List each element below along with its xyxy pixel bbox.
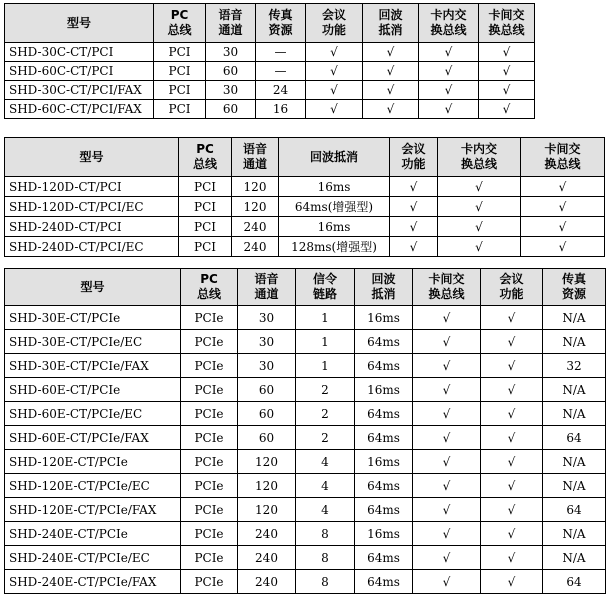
table-row bbox=[5, 306, 606, 330]
table-cell: PCI bbox=[179, 197, 232, 217]
table-cell: PCIe bbox=[181, 378, 238, 402]
header-row bbox=[5, 4, 535, 43]
model-cell: SHD-30C-CT/PCI/FAX bbox=[5, 81, 154, 100]
column-header bbox=[206, 4, 256, 43]
table-row bbox=[5, 197, 605, 217]
column-header bbox=[256, 4, 306, 43]
table-cell: √ bbox=[521, 217, 605, 237]
table-cell: N/A bbox=[543, 546, 606, 570]
model-cell: SHD-30E-CT/PCIe bbox=[5, 306, 181, 330]
table-cell: √ bbox=[306, 43, 363, 62]
table-header bbox=[5, 138, 605, 177]
column-header-line: 卡内交 bbox=[430, 8, 467, 22]
table-cell: PCIe bbox=[181, 306, 238, 330]
column-header bbox=[306, 4, 363, 43]
table-cell: √ bbox=[419, 100, 479, 119]
table-cell: √ bbox=[390, 237, 438, 257]
model-cell: SHD-60E-CT/PCIe/EC bbox=[5, 402, 181, 426]
table-cell: — bbox=[256, 62, 306, 81]
table-cell: 60 bbox=[238, 426, 296, 450]
model-cell: SHD-120D-CT/PCI bbox=[5, 177, 179, 197]
column-header bbox=[232, 138, 279, 177]
table-cell: N/A bbox=[543, 402, 606, 426]
column-header bbox=[181, 269, 238, 306]
table-cell: PCIe bbox=[181, 546, 238, 570]
table-cell: √ bbox=[438, 177, 521, 197]
table-row bbox=[5, 402, 606, 426]
column-header-line: 型号 bbox=[66, 15, 91, 30]
model-cell: SHD-240D-CT/PCI/EC bbox=[5, 237, 179, 257]
column-header-line: 传真 bbox=[268, 8, 293, 22]
table-cell: √ bbox=[413, 522, 481, 546]
table-cell: 240 bbox=[238, 546, 296, 570]
table-cell: — bbox=[256, 43, 306, 62]
column-header-line: 卡间交 bbox=[488, 8, 525, 22]
table-cell: 1 bbox=[296, 306, 355, 330]
column-header bbox=[479, 4, 535, 43]
column-header bbox=[363, 4, 419, 43]
column-header-line: 总线 bbox=[167, 23, 192, 37]
table-cell: PCIe bbox=[181, 570, 238, 594]
table-cell: √ bbox=[363, 43, 419, 62]
table-cell: 64ms bbox=[355, 426, 413, 450]
table-cell: 60 bbox=[206, 100, 256, 119]
table-cell: √ bbox=[306, 100, 363, 119]
model-cell: SHD-240E-CT/PCIe/EC bbox=[5, 546, 181, 570]
table-body bbox=[5, 177, 605, 257]
column-header-line: 功能 bbox=[499, 287, 524, 301]
table-cell: √ bbox=[479, 43, 535, 62]
table-cell: 64ms bbox=[355, 546, 413, 570]
column-header-line: 链路 bbox=[312, 287, 337, 301]
table-cell: 2 bbox=[296, 378, 355, 402]
table-cell: 2 bbox=[296, 426, 355, 450]
model-cell: SHD-120D-CT/PCI/EC bbox=[5, 197, 179, 217]
column-header bbox=[438, 138, 521, 177]
table-cell: √ bbox=[390, 177, 438, 197]
table-row bbox=[5, 498, 606, 522]
column-header-line: 卡间交 bbox=[544, 142, 581, 156]
table-cell: 64 bbox=[543, 498, 606, 522]
table-cell: 64ms(增强型) bbox=[279, 197, 390, 217]
table-cell: 16 bbox=[256, 100, 306, 119]
column-header-line: 会议 bbox=[401, 142, 426, 156]
column-header-line: 功能 bbox=[401, 157, 426, 171]
table-cell: √ bbox=[419, 81, 479, 100]
model-cell: SHD-60C-CT/PCI bbox=[5, 62, 154, 81]
table-row bbox=[5, 546, 606, 570]
table-row bbox=[5, 330, 606, 354]
table-cell: 120 bbox=[232, 177, 279, 197]
model-cell: SHD-240D-CT/PCI bbox=[5, 217, 179, 237]
model-cell: SHD-30C-CT/PCI bbox=[5, 43, 154, 62]
table-row bbox=[5, 570, 606, 594]
column-header-line: 抵消 bbox=[378, 23, 403, 37]
table-cell: √ bbox=[363, 100, 419, 119]
table-row bbox=[5, 100, 535, 119]
table-cell: √ bbox=[481, 426, 543, 450]
column-header-line: 通道 bbox=[254, 287, 279, 301]
table-cell: 60 bbox=[238, 378, 296, 402]
column-header bbox=[543, 269, 606, 306]
model-cell: SHD-240E-CT/PCIe bbox=[5, 522, 181, 546]
table-cell: √ bbox=[413, 450, 481, 474]
table-cell: PCI bbox=[154, 81, 206, 100]
header-row bbox=[5, 138, 605, 177]
table-cell: N/A bbox=[543, 522, 606, 546]
table-cell: 120 bbox=[238, 450, 296, 474]
column-header-line: 通道 bbox=[242, 157, 267, 171]
model-cell: SHD-120E-CT/PCIe/EC bbox=[5, 474, 181, 498]
table-cell: 60 bbox=[238, 402, 296, 426]
table-cell: PCI bbox=[154, 62, 206, 81]
table-cell: √ bbox=[479, 81, 535, 100]
table-cell: √ bbox=[481, 474, 543, 498]
table-cell: √ bbox=[479, 100, 535, 119]
table-cell: √ bbox=[413, 354, 481, 378]
table-cell: √ bbox=[413, 498, 481, 522]
table-cell: √ bbox=[521, 237, 605, 257]
table-cell: 120 bbox=[232, 197, 279, 217]
table-pcie-e-series bbox=[4, 268, 606, 594]
column-header-line: 换总线 bbox=[460, 157, 497, 171]
table-row bbox=[5, 43, 535, 62]
table-cell: 2 bbox=[296, 402, 355, 426]
table-cell: PCI bbox=[179, 217, 232, 237]
model-cell: SHD-30E-CT/PCIe/EC bbox=[5, 330, 181, 354]
column-header-line: 语音 bbox=[218, 8, 243, 22]
table-cell: 4 bbox=[296, 474, 355, 498]
table-cell: N/A bbox=[543, 378, 606, 402]
column-header bbox=[5, 138, 179, 177]
column-header-line: 抵消 bbox=[371, 287, 396, 301]
table-cell: √ bbox=[481, 546, 543, 570]
table-cell: √ bbox=[419, 62, 479, 81]
column-header-line: 传真 bbox=[561, 272, 586, 286]
column-header-line: 会议 bbox=[499, 272, 524, 286]
table-cell: √ bbox=[481, 402, 543, 426]
table-row bbox=[5, 450, 606, 474]
table-cell: √ bbox=[413, 306, 481, 330]
model-cell: SHD-120E-CT/PCIe bbox=[5, 450, 181, 474]
column-header bbox=[481, 269, 543, 306]
table-cell: √ bbox=[481, 354, 543, 378]
column-header bbox=[521, 138, 605, 177]
table-cell: 8 bbox=[296, 546, 355, 570]
column-header bbox=[279, 138, 390, 177]
column-header-line: PC bbox=[200, 272, 218, 286]
table-cell: √ bbox=[390, 217, 438, 237]
table-cell: √ bbox=[438, 217, 521, 237]
table-row bbox=[5, 354, 606, 378]
table-cell: 64ms bbox=[355, 474, 413, 498]
column-header bbox=[179, 138, 232, 177]
column-header-line: 回波抵消 bbox=[309, 149, 358, 164]
table-cell: 30 bbox=[238, 354, 296, 378]
table-row bbox=[5, 81, 535, 100]
table-cell: 16ms bbox=[279, 177, 390, 197]
column-header-line: 型号 bbox=[80, 279, 105, 294]
column-header-line: 信令 bbox=[312, 272, 337, 286]
table-header bbox=[5, 4, 535, 43]
column-header-line: 功能 bbox=[321, 23, 346, 37]
table-cell: √ bbox=[479, 62, 535, 81]
table-cell: 64ms bbox=[355, 402, 413, 426]
table-cell: 30 bbox=[206, 43, 256, 62]
table-cell: √ bbox=[419, 43, 479, 62]
table-cell: 4 bbox=[296, 498, 355, 522]
table-cell: √ bbox=[413, 570, 481, 594]
column-header bbox=[355, 269, 413, 306]
column-header-line: 总线 bbox=[196, 287, 221, 301]
table-row bbox=[5, 62, 535, 81]
column-header bbox=[419, 4, 479, 43]
table-cell: N/A bbox=[543, 474, 606, 498]
table-cell: PCIe bbox=[181, 426, 238, 450]
model-cell: SHD-60E-CT/PCIe/FAX bbox=[5, 426, 181, 450]
column-header-line: 换总线 bbox=[430, 23, 467, 37]
column-header bbox=[5, 269, 181, 306]
table-cell: PCI bbox=[154, 100, 206, 119]
table-row bbox=[5, 474, 606, 498]
table-cell: 16ms bbox=[355, 378, 413, 402]
table-cell: √ bbox=[306, 62, 363, 81]
model-cell: SHD-60E-CT/PCIe bbox=[5, 378, 181, 402]
column-header-line: 资源 bbox=[561, 287, 586, 301]
column-header-line: 卡间交 bbox=[428, 272, 465, 286]
table-cell: N/A bbox=[543, 306, 606, 330]
table-body bbox=[5, 43, 535, 119]
table-pci-c-series bbox=[4, 3, 535, 119]
table-cell: √ bbox=[481, 450, 543, 474]
table-cell: √ bbox=[481, 330, 543, 354]
column-header-line: 回波 bbox=[378, 8, 403, 22]
table-body bbox=[5, 306, 606, 594]
column-header-line: PC bbox=[196, 142, 214, 156]
table-cell: √ bbox=[413, 378, 481, 402]
table-cell: √ bbox=[481, 522, 543, 546]
column-header bbox=[390, 138, 438, 177]
table-cell: 24 bbox=[256, 81, 306, 100]
table-cell: PCIe bbox=[181, 522, 238, 546]
table-cell: √ bbox=[481, 306, 543, 330]
table-cell: N/A bbox=[543, 450, 606, 474]
column-header bbox=[238, 269, 296, 306]
table-cell: 120 bbox=[238, 474, 296, 498]
column-header-line: PC bbox=[170, 8, 189, 22]
table-cell: PCI bbox=[179, 237, 232, 257]
table-cell: √ bbox=[481, 498, 543, 522]
column-header-line: 语音 bbox=[254, 272, 279, 286]
table-cell: 60 bbox=[206, 62, 256, 81]
table-cell: 240 bbox=[238, 570, 296, 594]
table-cell: 1 bbox=[296, 354, 355, 378]
column-header-line: 型号 bbox=[79, 149, 104, 164]
table-cell: √ bbox=[481, 570, 543, 594]
model-cell: SHD-30E-CT/PCIe/FAX bbox=[5, 354, 181, 378]
table-cell: 16ms bbox=[279, 217, 390, 237]
table-cell: √ bbox=[521, 197, 605, 217]
table-cell: 8 bbox=[296, 522, 355, 546]
model-cell: SHD-60C-CT/PCI/FAX bbox=[5, 100, 154, 119]
table-row bbox=[5, 237, 605, 257]
table-cell: √ bbox=[413, 402, 481, 426]
table-cell: PCIe bbox=[181, 330, 238, 354]
table-cell: 240 bbox=[232, 217, 279, 237]
table-cell: √ bbox=[438, 237, 521, 257]
table-cell: 128ms(增强型) bbox=[279, 237, 390, 257]
table-cell: √ bbox=[390, 197, 438, 217]
table-cell: 16ms bbox=[355, 450, 413, 474]
table-row bbox=[5, 522, 606, 546]
table-cell: 64 bbox=[543, 426, 606, 450]
column-header-line: 卡内交 bbox=[460, 142, 497, 156]
table-cell: PCIe bbox=[181, 474, 238, 498]
table-cell: PCIe bbox=[181, 498, 238, 522]
table-cell: 16ms bbox=[355, 522, 413, 546]
table-row bbox=[5, 177, 605, 197]
column-header-line: 换总线 bbox=[488, 23, 525, 37]
table-cell: PCI bbox=[179, 177, 232, 197]
table-cell: √ bbox=[521, 177, 605, 197]
table-cell: PCIe bbox=[181, 354, 238, 378]
column-header-line: 通道 bbox=[218, 23, 243, 37]
column-header-line: 语音 bbox=[242, 142, 267, 156]
column-header-line: 换总线 bbox=[428, 287, 465, 301]
table-cell: √ bbox=[306, 81, 363, 100]
table-cell: PCI bbox=[154, 43, 206, 62]
table-cell: PCIe bbox=[181, 402, 238, 426]
table-cell: 64ms bbox=[355, 330, 413, 354]
table-cell: 64ms bbox=[355, 570, 413, 594]
table-cell: 4 bbox=[296, 450, 355, 474]
column-header bbox=[296, 269, 355, 306]
table-cell: 30 bbox=[206, 81, 256, 100]
table-cell: √ bbox=[363, 81, 419, 100]
table-cell: 8 bbox=[296, 570, 355, 594]
table-cell: √ bbox=[413, 546, 481, 570]
table-cell: 30 bbox=[238, 330, 296, 354]
model-cell: SHD-120E-CT/PCIe/FAX bbox=[5, 498, 181, 522]
table-cell: 1 bbox=[296, 330, 355, 354]
table-cell: 120 bbox=[238, 498, 296, 522]
table-cell: 240 bbox=[238, 522, 296, 546]
table-cell: 64ms bbox=[355, 354, 413, 378]
column-header-line: 资源 bbox=[268, 23, 293, 37]
table-cell: 16ms bbox=[355, 306, 413, 330]
column-header bbox=[154, 4, 206, 43]
column-header-line: 总线 bbox=[192, 157, 217, 171]
column-header-line: 回波 bbox=[371, 272, 396, 286]
header-row bbox=[5, 269, 606, 306]
table-cell: √ bbox=[413, 330, 481, 354]
table-cell: √ bbox=[481, 378, 543, 402]
table-cell: PCIe bbox=[181, 450, 238, 474]
table-row bbox=[5, 217, 605, 237]
table-cell: √ bbox=[413, 474, 481, 498]
column-header bbox=[5, 4, 154, 43]
table-row bbox=[5, 378, 606, 402]
table-cell: 30 bbox=[238, 306, 296, 330]
table-cell: √ bbox=[413, 426, 481, 450]
column-header-line: 换总线 bbox=[544, 157, 581, 171]
table-cell: 64 bbox=[543, 570, 606, 594]
table-cell: √ bbox=[363, 62, 419, 81]
table-cell: √ bbox=[438, 197, 521, 217]
column-header-line: 会议 bbox=[321, 8, 346, 22]
table-cell: 32 bbox=[543, 354, 606, 378]
table-cell: 64ms bbox=[355, 498, 413, 522]
model-cell: SHD-240E-CT/PCIe/FAX bbox=[5, 570, 181, 594]
table-row bbox=[5, 426, 606, 450]
table-cell: N/A bbox=[543, 330, 606, 354]
table-pci-d-series bbox=[4, 137, 605, 257]
table-header bbox=[5, 269, 606, 306]
column-header bbox=[413, 269, 481, 306]
table-cell: 240 bbox=[232, 237, 279, 257]
